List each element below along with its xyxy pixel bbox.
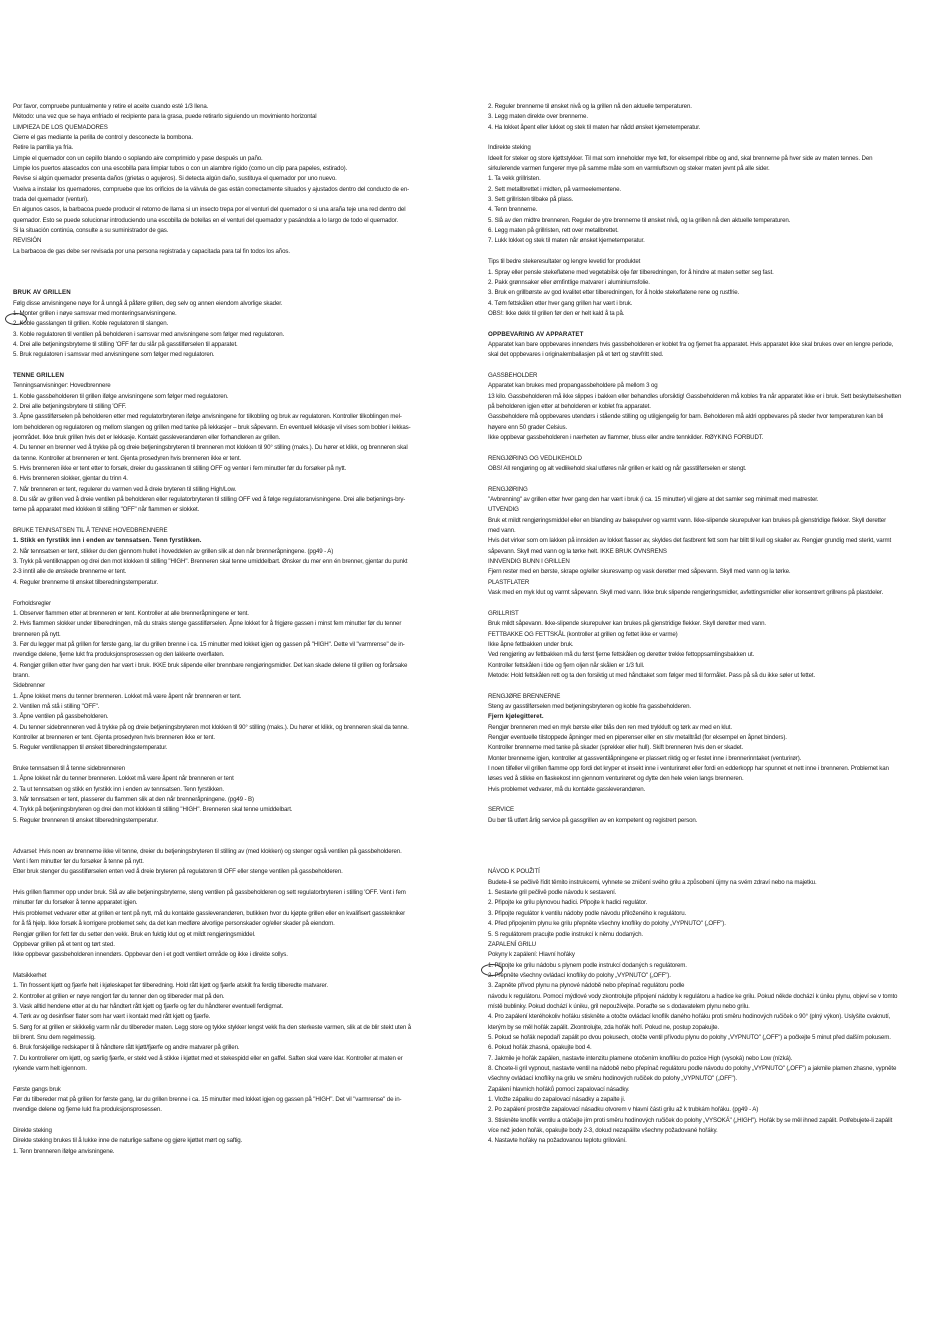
right-text-line: Hvis problemet vedvarer, må du kontakte gassleverandøren.	[488, 785, 646, 793]
left-text-line: Hvis grillen flammer opp under bruk. Slå av alle betjeningsbryterne, steng ventilen på gassbeholderen og sett regulatorbryteren i stilling 'OFF. Vent i fem	[13, 889, 406, 897]
left-text-line: Følg disse anvisningene nøye for å unngå å påføre grillen, deg selv og annen eiendom alvorlige skader.	[13, 299, 283, 307]
left-text-line: lom beholderen og regulatoren og mellom slangen og grillen med tanke på lekkasjer – bruk såpevann. En eventuell lekkasje vil vises som bobler i lekkas-	[13, 423, 411, 431]
left-text-line: 1. Åpne lokket når du tenner brenneren. Lokket må være åpent når brenneren er tent	[13, 775, 234, 783]
left-text-line: 1. Tenn brenneren ifølge anvisningene.	[13, 1147, 115, 1155]
right-text-line: 4. Ha lokket åpent eller lukket og stek til maten har nådd ønsket kjernetemperatur.	[488, 123, 701, 131]
right-spacer	[488, 133, 945, 143]
left-text-line: 2. Ventilen må stå i stilling "OFF".	[13, 702, 100, 710]
right-text-line: 3. Stiskněte knoflík ventilu a otáčejte jím proti směru hodinových ručiček do polohy „VYSOKÁ" („HIGH"). Hořák by se měl ihned zapálit. Potřebujete-li zapálit	[488, 1116, 893, 1124]
language-marker-left	[5, 313, 27, 325]
left-text-line: Si la situación continúa, consulte a su suministrador de gas.	[13, 227, 169, 235]
right-text-line: RENGJØRING OG VEDLIKEHOLD	[488, 454, 582, 462]
left-spacer	[13, 1116, 453, 1126]
left-text-line: Limpie el quemador con un cepillo blando o soplando aire comprimido y pase después un paño.	[13, 154, 263, 162]
left-text-line: Direkte steking brukes til å lukke inne de naturlige saftene og gjøre kjøttet mørt og saftig.	[13, 1137, 243, 1145]
left-text-line: Sidebrenner	[13, 682, 46, 690]
right-text-line: 1. Připojte ke grilu nádobu s plynem podle instrukcí dodaných s regulátorem.	[488, 961, 687, 969]
right-text-line: Monter brennerne igjen, kontroller at gassventilåpningene er plassert riktig og er festet inne i brennerinntaket (venturirør).	[488, 754, 802, 762]
right-text-line: "Avbrenning" av grillen etter hver gang den har vært i bruk (i ca. 15 minutter) vil gjøre at det samler seg minimalt med matrester.	[488, 496, 819, 504]
left-text-line: La barbacoa de gas debe ser revisada por una persona registrada y capacitada para tal fin todos los años.	[13, 247, 290, 255]
right-text-line: 3. Bruk en grillbørste av god kvalitet etter tilberedningen, for å holde stekeflatene rene og rustfrie.	[488, 289, 740, 297]
right-text-line: Vask med en myk klut og varmt såpevann. Skyll med vann. Ikke bruk slipende rengjøringsmidler, avfettingsmidler eller konsentrert grillrens på plastdeler.	[488, 589, 884, 597]
right-text-line: OBS!: Ikke dekk til grillen før den er helt kald å ta på.	[488, 309, 625, 317]
left-text-line: Tenningsanvisninger: Hovedbrennere	[13, 382, 111, 390]
left-text-line: Por favor, compruebe puntualmente y retire el aceite cuando esté 1/3 llena.	[13, 103, 209, 110]
right-text-line: 2. Připojte ke grilu plynovou hadici. Připojte k hadici regulátor.	[488, 899, 648, 907]
left-text-line: REVISIÓN	[13, 237, 42, 245]
left-text-line: 1. Tin frossent kjøtt og fjærfe helt i kjøleskapet før tilberedning. Hold rått kjøtt og fjærfe atskilt fra ferdig tilberedte matvarer.	[13, 982, 328, 990]
left-text-line: Vent i fem minutter før du forsøker å tenne på nytt.	[13, 858, 144, 866]
right-spacer	[488, 247, 945, 257]
left-text-line: jeområdet. Ikke bruk grillen hvis det er lekkasje. Kontakt gassleverandøren eller forhandleren av grillen.	[13, 434, 281, 441]
language-marker-right	[481, 964, 503, 976]
right-text-line: I noen tilfeller vil grillen flamme opp fordi det kryper et insekt inne i venturirøret eller fordi en edderkopp har spunnet et nett inne i brenneren. Problemet kan	[488, 765, 889, 772]
right-text-line: 7. Jakmile je hořák zapálen, nastavte intenzitu plamene otočením knoflíku do pozice High (vysoká) nebo Low (nízká).	[488, 1054, 793, 1062]
right-text-line: Kontroller brennerne med tanke på skader (sprekker eller hull). Skift brenneren hvis den er skadet.	[488, 744, 744, 752]
left-text-line: da tenne. Kontroller at brenneren er tent. Gjenta prosedyren hvis brenneren ikke er tent.	[13, 454, 241, 462]
right-text-line: PLASTFLATER	[488, 578, 530, 586]
left-text-line: Cierre el gas mediante la perilla de control y desconecte la bombona.	[13, 134, 193, 142]
right-text-line: skal det oppbevares i originalemballasjen på et tørt og støvfritt sted.	[488, 351, 664, 359]
left-text-line: rykende varm helt igjennom.	[13, 1064, 87, 1072]
right-text-line: SERVICE	[488, 806, 514, 814]
right-spacer	[488, 319, 945, 329]
left-text-line: 2. Koble gasslangen til grillen. Koble regulatoren til slangen.	[13, 320, 169, 328]
right-spacer	[488, 826, 945, 836]
right-spacer	[488, 681, 945, 691]
left-text-line: Direkte steking	[13, 1127, 52, 1135]
right-text-line: OBS! All rengjøring og alt vedlikehold skal utføres når grillen er kald og når gasstilførselen er stengt.	[488, 465, 747, 473]
left-text-line: Matsikkerhet	[13, 971, 47, 979]
right-text-line: Gassbeholdere må oppbevares utendørs i stående stilling og utilgjengelig for barn. Beholderen må aldri oppbevares på steder hvor temperaturen kan bli	[488, 413, 884, 421]
left-spacer	[13, 836, 453, 846]
left-text-line: brann.	[13, 671, 30, 679]
left-text-line: 1. Observer flammen etter at brenneren er tent. Kontroller at alle brenneråpningene er tent.	[13, 609, 249, 617]
left-text-line: Oppbevar grillen på et tent og tørt sted.	[13, 940, 115, 948]
left-text-line: 6. Hvis brenneren slokker, gjentar du trinn 4.	[13, 475, 128, 483]
left-text-line: Kontroller at brenneren er tent. Gjenta prosedyren hvis brenneren ikke er tent.	[13, 733, 215, 741]
right-text-line: 3. Sett grillristen tilbake på plass.	[488, 196, 574, 204]
right-text-line: 5. S regulátorem pracujte podle instrukcí k němu dodaných.	[488, 930, 644, 938]
right-text-line: Hvis det virker som om lakken på innsiden av lokket flasser av, skyldes det fastbrent fett som har blitt til kull og skaller av. Rengjør grundig med sterkt, varmt	[488, 537, 892, 545]
right-text-line: Zapálení hlavních hořáků pomocí zapalovací násadky.	[488, 1085, 630, 1093]
right-text-line: 6. Pokud hořák zhasná, opakujte bod 4.	[488, 1044, 592, 1052]
right-text-line: 3. Legg maten direkte over brennerne.	[488, 113, 588, 121]
right-text-line: såpevann. Skyll med vann og la tørke helt. IKKE BRUK OVNSRENS	[488, 547, 667, 555]
left-text-line: terne på apparatet med klokken til stilling "OFF" når flammen er slokket.	[13, 506, 200, 514]
left-text-line: minutter før du forsøker å tenne apparatet igjen.	[13, 899, 138, 907]
left-text-line: Før du tilbereder mat på grillen for første gang, lar du grillen brenne i ca. 15 minutter med lokket igjen og gassen på "HIGH". Det vil "varmrense" de in-	[13, 1096, 402, 1103]
right-text-line: med vann.	[488, 527, 516, 535]
right-text-line: FETTBAKKE OG FETTSKÅL (kontroller at grillen og fettet ikke er varme)	[488, 630, 678, 638]
left-text-line: Første gangs bruk	[13, 1085, 61, 1093]
right-spacer	[488, 857, 945, 867]
right-text-line: 8. Chcete-li gril vypnout, nastavte ventil na nádobě nebo přepínač regulátoru podle návodu do polohy „VYPNUTO" („OFF") a jakmile plamen zhasne, vypněte	[488, 1064, 897, 1072]
left-text-line: Hvis problemet vedvarer etter at grillen er tent på nytt, må du kontakte gassleverandøren, butikken hvor du kjøpte grillen eller en kvalifisert gasstekniker	[13, 909, 406, 917]
left-text-line: bli brent. Snu dem regelmessig.	[13, 1033, 96, 1041]
right-text-line: GRILLRIST	[488, 609, 519, 617]
right-text-line: místě bublinky. Pokud dochází k úniku, gril nepoužívejte. Poraďte se s dodavatelem plynu nebo grilu.	[488, 1002, 750, 1010]
right-text-line: 6. Legg maten på grillristen, rett over metallbrettet.	[488, 227, 619, 235]
left-text-line: 1. Koble gassbeholderen til grillen ifølge anvisningene som følger med regulatoren.	[13, 392, 229, 400]
left-text-line: 8. Du slår av grillen ved å dreie ventilen på beholderen eller regulatorbryteren til stilling OFF ved å følge regulatoranvisningene. Drei alle betjenings-bry-	[13, 496, 406, 504]
left-text-line: 3. Før du legger mat på grillen for første gang, lar du grillen brenne i ca. 15 minutter med lokket igjen og gassen på "HIGH". Dette vil "varmrense" de in-	[13, 640, 405, 648]
left-text-line: 3. Trykk på ventilknappen og drei den mot klokken til stilling "HIGH". Brenneren skal tenne umiddelbart. Ønsker du mer enn én brenner, gjentar du punkt	[13, 558, 408, 566]
right-text-line: Bruk et mildt rengjøringsmiddel eller en blanding av bakepulver og varmt vann. Ikke-slipende skurepulver kan brukes på gjenstridige flekker. Skyll deretter	[488, 516, 887, 524]
left-text-line: 4. Rengjør grillen etter hver gang den har vært i bruk. IKKE bruk slipende eller brennbare rengjøringsmidler. Det kan skade delene til grillen og forårsake	[13, 661, 408, 669]
right-text-line: 1. Spray eller pensle stekeflatene med vegetabilsk olje før tilberedningen, for å hindre at maten setter seg fast.	[488, 268, 774, 276]
left-spacer	[13, 878, 453, 888]
left-column	[13, 102, 453, 1157]
right-text-line: 3. Připojte regulátor k ventilu nádoby podle návodu přiloženého k regulátoru.	[488, 909, 687, 917]
right-text-line: 13 kilo. Gassbeholderen må ikke slippes i bakken eller behandles uforsiktig! Gassbeholderen må kobles fra når apparatet ikke er i bruk. Sett beskyttelseshetten	[488, 392, 902, 400]
left-spacer	[13, 1074, 453, 1084]
left-text-line: 3. Vask alltid hendene etter at du har håndtert rått kjøtt og fjærfe og før du håndterer eventuell ferdigmat.	[13, 1002, 284, 1010]
left-text-line: quemador. Esto se puede solucionar introduciendo una escobilla de botellas en el venturi del quemador y pasándola a lo largo de todo el quemador.	[13, 216, 398, 224]
right-text-line: 2. Reguler brennerne til ønsket nivå og la grillen nå den aktuelle temperaturen.	[488, 103, 692, 110]
left-spacer	[13, 754, 453, 764]
right-text-line: 4. Tenn brennerne.	[488, 206, 538, 214]
right-text-line: 7. Lukk lokket og stek til maten når ønsket kjernetemperatur.	[488, 237, 645, 245]
left-text-line: Bruke tennsatsen til å tenne sidebrenneren	[13, 765, 125, 772]
right-text-line: 2. Přepněte všechny ovládací knoflíky do polohy „VYPNUTO" („OFF").	[488, 971, 671, 979]
right-text-line: NÁVOD K POUŽITÍ	[488, 868, 540, 876]
left-text-line: 6. Bruk forskjellige redskaper til å håndtere rått kjøtt/fjærfe og andre matvarer på grillen.	[13, 1044, 240, 1052]
left-text-line: 5. Bruk regulatoren i samsvar med anvisningene som følger med regulatoren.	[13, 351, 215, 359]
right-text-line: Pokyny k zapálení: Hlavní hořáky	[488, 951, 575, 959]
right-text-line: Ikke oppbevar gassbeholderen i nærheten av flammer, bluss eller andre tennkilder. RØYKING FORBUDT.	[488, 434, 764, 441]
right-text-line: høyere enn 50 grader Celsius.	[488, 423, 568, 431]
left-text-line: 3. Åpne gasstilførselen på beholderen etter med regulatorbryteren ifølge anvisningene for tilkobling og bruk av regulatoren. Kontroller tilkoblingen mel-	[13, 413, 402, 421]
left-text-line: Etter bruk stenger du gasstilførselen enten ved å dreie bryteren på regulatoren til OFF eller stenge ventilen på gassbeholderen.	[13, 868, 343, 876]
left-text-line: 4. Du tenner en brenner ved å trykke på og dreie betjeningsbryteren til brenneren mot klokken til 90° stilling (maks.). Du hører et klikk, og brenneren skal	[13, 444, 408, 452]
left-text-line: Método: una vez que se haya enfriado el recipiente para la grasa, puede retirarlo siguiendo un movimiento horizontal	[13, 113, 317, 121]
right-text-line: 4. Před připojením plynu ke grilu přepněte všechny knoflíky do polohy „VYPNUTO" („OFF").	[488, 920, 726, 928]
left-text-line: 3. Åpne ventilen på gassbeholderen.	[13, 713, 109, 721]
left-text-line: 2. Når tennsatsen er tent, stikker du den gjennom hullet i hoveddelen av grillen slik at den når brenneråpningene. (pg49 - A)	[13, 547, 334, 555]
left-spacer	[13, 588, 453, 598]
left-text-line: LIMPIEZA DE LOS QUEMADORES	[13, 123, 108, 131]
right-text-line: 1. Ta vekk grillristen.	[488, 175, 541, 183]
right-text-line: návodu k regulátoru. Pomocí mýdlové vody zkontrolujte připojení nádoby k regulátoru a hadice ke grilu. Pokud někde dochází k úniku plynu, objeví se v tomto	[488, 992, 898, 1000]
right-text-line: Rengjør eventuelle tilstoppede åpninger med en piperenser eller en stiv metalltråd (for eksempel en åpnet binders).	[488, 733, 787, 741]
left-text-line: trada del quemador (venturi).	[13, 196, 89, 204]
right-text-line: Tips til bedre stekeresultater og lengre levetid for produktet	[488, 258, 641, 266]
left-text-line: Forholdsregler	[13, 599, 51, 607]
right-heading: Fjern kjølegitteret.	[488, 713, 544, 721]
right-text-line: 1. Vložte zápalku do zapalovací násadky a zapalte ji.	[488, 1096, 626, 1103]
right-text-line: RENGJØRING	[488, 485, 528, 493]
right-text-line: 4. Pro zapálení kteréhokoliv hořáku stiskněte a otočte ovládací knoflík daného hořáku proti směru hodinových ručiček o 90° (plný výkon). Uslyšíte cvaknutí,	[488, 1013, 891, 1021]
right-spacer	[488, 443, 945, 453]
right-text-line: 5. Slå av den midtre brenneren. Reguler de ytre brennerne til ønsket nivå, og la grillen nå den aktuelle temperaturen.	[488, 216, 791, 224]
right-spacer	[488, 599, 945, 609]
left-spacer	[13, 826, 453, 836]
left-text-line: Advarsel: Hvis noen av brennerne ikke vil tenne, dreier du betjeningsbryteren til stilling av (med klokken) og stenger også ventilen på gassbeholderen.	[13, 847, 402, 855]
left-text-line: nvendige delene, fjerne lukt fra produksjonsprosessen og den lakkerte overflaten.	[13, 651, 225, 659]
right-text-line: Ved rengjøring av fettbakken må du først fjerne fettskålen og deretter trekke fettoppsamlingsbakken ut.	[488, 651, 755, 659]
left-text-line: 4. Trykk på betjeningsbryteren og drei den mot klokken til stilling "HIGH". Brenneren skal tenne umiddelbart.	[13, 806, 293, 814]
left-text-line: 3. Når tennsatsen er tent, plasserer du flammen slik at den når brenneråpningene. (pg49 - B)	[13, 796, 254, 804]
left-text-line: 4. Reguler brennerne til ønsket tilberedningstemperatur.	[13, 578, 159, 586]
right-text-line: Apparatet kan brukes med propangassbeholdere på mellom 3 og	[488, 382, 658, 390]
right-text-line: UTVENDIG	[488, 506, 519, 514]
right-text-line: INNVENDIG BUNN I GRILLEN	[488, 558, 570, 566]
left-text-line: 2. Kontroller at grillen er nøye rengjort før du tenner den og tilbereder mat på den.	[13, 992, 225, 1000]
left-spacer	[13, 257, 453, 267]
right-text-line: Budete-li se pečlivě řídit těmito instrukcemi, vyhnete se zničení svého grilu a způsobení újmy na svém zdraví nebo na majetku.	[488, 878, 817, 886]
left-text-line: nvendige delene og fjerne lukt fra produksjonsprosessen.	[13, 1106, 162, 1114]
left-text-line: 5. Reguler ventilknappen til ønsket tilberedningstemperatur.	[13, 744, 168, 752]
left-text-line: Vuelva a instalar los quemadores, compruebe que los orificios de la válvula de gas están correctamente situados y ajustados dentro del conducto de en-	[13, 185, 410, 193]
right-text-line: Steng av gasstilførselen med betjeningsbryteren og koble fra gassbeholderen.	[488, 702, 691, 710]
right-text-line: Apparatet kan bare oppbevares innendørs hvis gassbeholderen er koblet fra og fjernet fra apparatet. Hvis apparatet ikke skal brukes over en lengre periode,	[488, 340, 894, 348]
left-text-line: BRUKE TENNSATSEN TIL Å TENNE HOVEDBRENNERE	[13, 527, 168, 535]
right-spacer	[488, 836, 945, 846]
right-heading: OPPBEVARING AV APPARATET	[488, 330, 584, 338]
right-text-line: GASSBEHOLDER	[488, 371, 538, 379]
right-text-line: på beholderen igjen etter at beholderen er koblet fra apparatet.	[488, 402, 651, 410]
right-text-line: 3. Zapněte přívod plynu na plynové nádobě nebo přepínač regulátoru podle	[488, 982, 685, 990]
left-text-line: 5. Sørg for at grillen er skikkelig varm når du tilbereder maten. Legg store og tykke stykker lengst vekk fra den sterkeste varmen, slik at de blir stekt uten å	[13, 1023, 412, 1031]
left-text-line: Rengjør grillen for fett før du setter den vekk. Bruk en fuktig klut og et mildt rengjøringsmiddel.	[13, 930, 256, 938]
right-text-line: Ideelt for steker og store kjøttstykker. Til mat som inneholder mye fett, for eksempel ribbe og and, skal brennerne på hver side av maten tennes. Den	[488, 154, 873, 162]
left-text-line: 4. Tørk av og desinfiser flater som har vært i kontakt med rått kjøtt og fjærfe.	[13, 1013, 211, 1021]
left-heading: BRUK AV GRILLEN	[13, 289, 71, 297]
right-text-line: løses ved å stikke en flaskekost inn gjennom venturirøret og dytte den hele veien langs brenneren.	[488, 775, 744, 783]
right-text-line: 2. Po zapálení prostrčte zapalovací násadku otvorem v hlavní části grilu až k trubkám hořáku. (pg49 - A)	[488, 1106, 759, 1114]
right-text-line: Metode: Hold fettskålen rett og ta den forsiktig ut med håndtaket som følger med til formålet. Pass på så du ikke søler ut fettet.	[488, 671, 816, 679]
left-text-line: 5. Reguler brenneren til ønsket tilberedningstemperatur.	[13, 816, 159, 824]
right-text-line: 2. Pakk grønnsaker eller ømfintlige matvarer i aluminiumsfolie.	[488, 278, 650, 286]
left-text-line: 5. Hvis brenneren ikke er tent etter to forsøk, dreier du gasskranen til stilling OFF og venter i fem minutter før du forsøker på nytt.	[13, 465, 347, 473]
right-text-line: 1. Sestavte gril pečlivě podle návodu k sestavení.	[488, 889, 617, 897]
right-text-line: ZAPALENÍ GRILU	[488, 940, 536, 948]
left-spacer	[13, 278, 453, 288]
left-text-line: for å få hjelp. Ikke forsøk å korrigere problemet selv, da det kan medføre alvorlige personskader og/eller skader på eiendom.	[13, 920, 335, 928]
left-text-line: 7. Du kontrollerer om kjøtt, og særlig fjærfe, er stekt ved å stikke i kjøttet med et stekespidd eller en gaffel. Saften skal være klar. Kontroller at maten er	[13, 1054, 403, 1062]
right-text-line: 2. Sett metallbrettet i midten, på varmeelementene.	[488, 185, 621, 193]
left-text-line: 1. Monter grillen i nøye samsvar med monteringsanvisningene.	[13, 309, 177, 317]
left-spacer	[13, 516, 453, 526]
left-heading: TENNE GRILLEN	[13, 371, 65, 379]
right-text-line: Indirekte steking	[488, 144, 531, 152]
left-text-line: 2. Drei alle betjeningsbrytere til stilling 'OFF.	[13, 402, 127, 410]
right-text-line: 5. Pokud se hořák nepodaří zapálit po dvou pokusech, otočte ventil přívodu plynu do polohy „VYPNUTO" („OFF") a počkejte 5 minut před dalším pokusem.	[488, 1033, 891, 1041]
right-text-line: Rengjør brenneren med en myk børste eller blås den ren med trykkluft og tørk av med en klut.	[488, 723, 732, 731]
left-text-line: 7. Når brenneren er tent, regulerer du varmen ved å dreie bryteren til stilling High/Low.	[13, 485, 237, 493]
left-text-line: Retire la parrilla ya fría.	[13, 144, 74, 152]
right-text-line: 4. Tøm fettskålen etter hver gang grillen har vært i bruk.	[488, 299, 633, 307]
left-spacer	[13, 268, 453, 278]
left-text-line: 2. Ta ut tennsatsen og stikk en fyrstikk inn i enden av tennsatsen. Tenn fyrstikken.	[13, 785, 224, 793]
left-text-line: 4. Drei alle betjeningsbryterne til stilling 'OFF før du slår på gasstilførselen til apparatet.	[13, 340, 238, 348]
right-spacer	[488, 795, 945, 805]
left-heading: 1. Stikk en fyrstikk inn i enden av tennsatsen. Tenn fyrstikken.	[13, 537, 202, 545]
left-text-line: 4. Du tenner sidebrenneren ved å trykke på og dreie betjeningsbryteren mot klokken til 90° stilling (maks.). Du hører et klikk, og brenneren skal da tenne.	[13, 723, 409, 731]
right-text-line: sirkulerende varmen fungerer mye på samme måte som en varmluftsovn og steker maten jevnt på alle sider.	[488, 165, 770, 173]
left-text-line: 2. Hvis flammen slokker under tilberedningen, må du straks stenge gasstilførselen. Åpne lokket for å frigjøre gassen i minst fem minutter før du tenner	[13, 620, 402, 628]
right-text-line: 4. Nastavte hořáky na požadovanou teplotu grilování.	[488, 1137, 627, 1145]
right-text-line: Du bør få utført årlig service på gassgrillen av en kompetent og registrert person.	[488, 816, 698, 824]
right-column	[488, 102, 945, 1147]
left-spacer	[13, 361, 453, 371]
right-text-line: všechny ovládací knoflíky na grilu ve směru hodinových ručiček do polohy „VYPNUTO" („OFF").	[488, 1075, 738, 1083]
right-text-line: RENGJØRE BRENNERNE	[488, 692, 561, 700]
left-text-line: 3. Koble regulatoren til ventilen på beholderen i samsvar med anvisningene som følger med regulatoren.	[13, 330, 285, 338]
right-spacer	[488, 361, 945, 371]
right-text-line: kterým by se měl hořák zapálit. Zkontrolujte, zda hořák hoří. Pokud ne, postup zopakujte.	[488, 1023, 720, 1031]
right-text-line: Bruk mildt såpevann. Ikke-slipende skurepulver kan brukes på gjenstridige flekker. Skyll deretter med vann.	[488, 620, 766, 628]
left-text-line: 2-3 inntil alle de ønskede brennerne er tent.	[13, 568, 127, 576]
right-text-line: Fjern rester med en børste, skrape og/eller skuresvamp og vask deretter med såpevann. Skyll med vann og la tørke.	[488, 568, 791, 576]
right-spacer	[488, 474, 945, 484]
left-spacer	[13, 961, 453, 971]
left-text-line: 1. Åpne lokket mens du tenner brenneren. Lokket må være åpent når brenneren er tent.	[13, 692, 242, 700]
right-text-line: Ikke åpne fettbakken under bruk.	[488, 640, 574, 648]
left-text-line: Limpie los puertos atascados con una escobilla para limpiar tubos o con un alambre rígido (como un clip para papeles, estirado).	[13, 165, 348, 173]
right-spacer	[488, 847, 945, 857]
left-text-line: brenneren på nytt.	[13, 630, 61, 638]
left-text-line: Revise si algún quemador presenta daños (grietas o agujeros). Si detecta algún daño, sustituya el quemador por uno nuevo.	[13, 175, 337, 183]
left-text-line: Ikke oppbevar gassbeholderen innendørs. Oppbevar den i et godt ventilert område og ikke i direkte sollys.	[13, 951, 288, 959]
right-text-line: Kontroller fettskålen i tide og fjern oljen når skålen er 1/3 full.	[488, 661, 645, 669]
right-text-line: více než jeden hořák, opakujte body 2-3, dokud nezapálíte všechny požadované hořáky.	[488, 1127, 718, 1135]
left-text-line: En algunos casos, la barbacoa puede producir el retorno de llama si un insecto trepa por el venturi del quemador o si una araña teje una red dentro del	[13, 206, 406, 214]
